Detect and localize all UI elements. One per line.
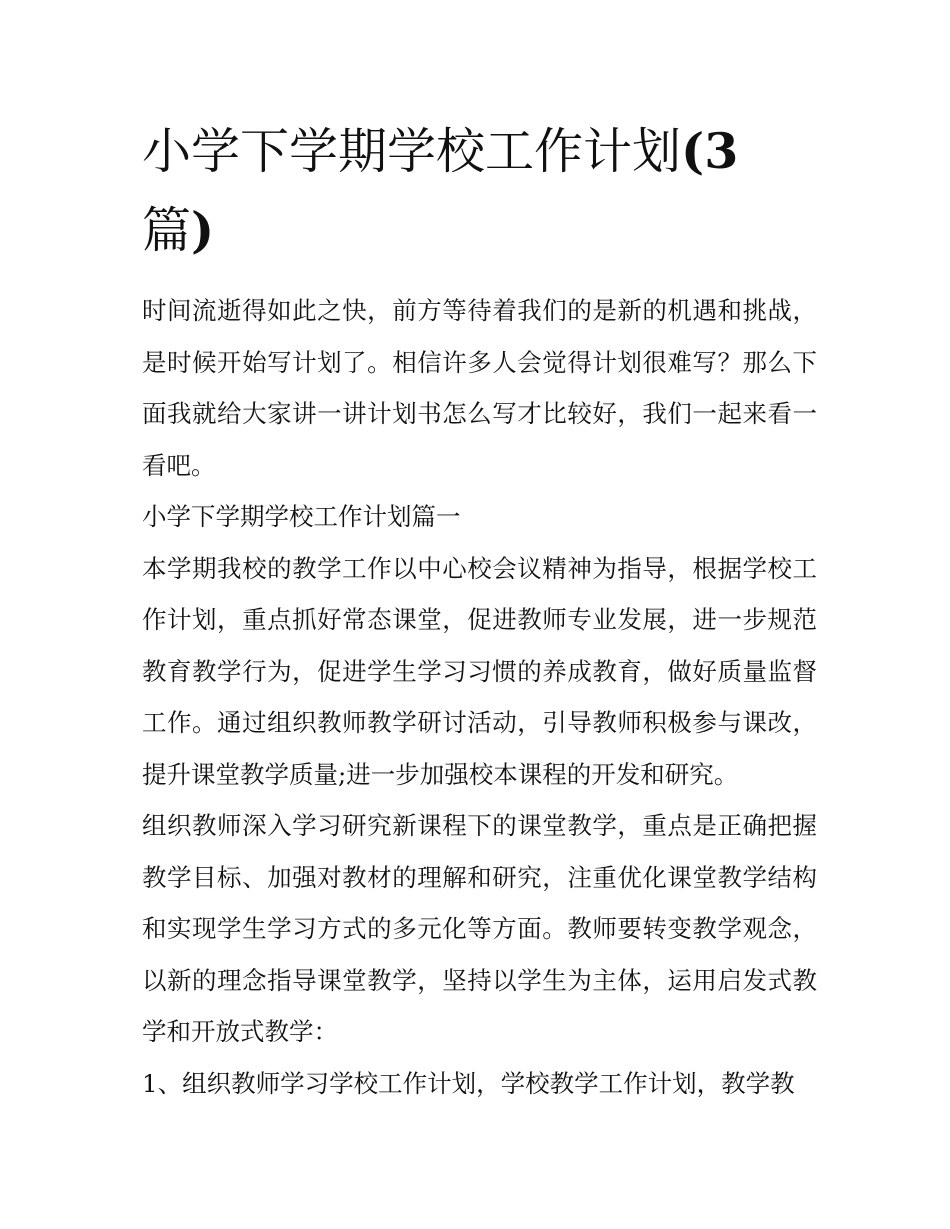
title-main-text: 小学下学期学校工作计划 [142, 123, 682, 180]
document-title [142, 112, 817, 270]
list-item: 1、组织教师学习学校工作计划，学校教学工作计划，教学教 [142, 1068, 795, 1098]
title-paren-close: ) [191, 201, 215, 259]
title-paren-open: ( [681, 122, 705, 180]
body-paragraph: 本学期我校的教学工作以中心校会议精神为指导，根据学校工作计划，重点抓好常态课堂，促进教师专业发展，进一步规范教育教学行为，促进学生学习习惯的养成教育，做好质量监督工作。通过组织教师教学研讨活动，引导教师积极参与课改，提升课堂教学质量;进一步加强校本课程的开发和研究。 [142, 553, 817, 789]
title-line2-char: 篇 [142, 202, 192, 259]
intro-paragraph: 时间流逝得如此之快，前方等待着我们的是新的机遇和挑战，是时候开始写计划了。相信许多人会觉得计划很难写？那么下面我就给大家讲一讲计划书怎么写才比较好，我们一起来看一看吧。 [142, 296, 817, 480]
title-number: 3 [704, 122, 739, 180]
body-paragraph: 组织教师深入学习研究新课程下的课堂教学，重点是正确把握教学目标、加强对教材的理解和研究，注重优化课堂教学结构和实现学生学习方式的多元化等方面。教师要转变教学观念，以新的理念指导课堂教学，坚持以学生为主体，运用启发式教学和开放式教学： [142, 811, 817, 1046]
section-heading: 小学下学期学校工作计划篇一 [142, 502, 461, 531]
document-page [142, 112, 817, 1109]
